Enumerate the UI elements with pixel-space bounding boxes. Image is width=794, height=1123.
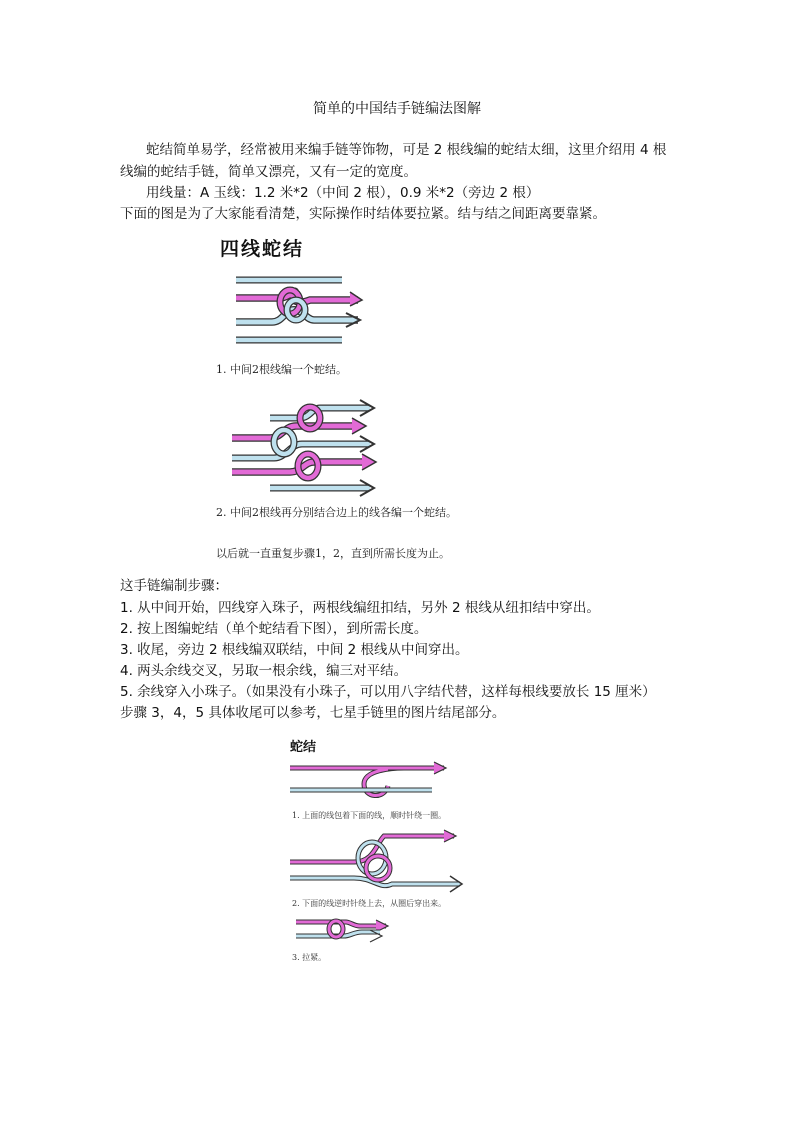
snake-step2-illustration [284,828,474,894]
figure1-caption-2: 2. 中间2根线再分别结合边上的线各编一个蛇结。 [216,506,457,519]
snake-knot-figure [284,732,484,972]
step-item-3: 3. 收尾，旁边 2 根线编双联结，中间 2 根线从中间穿出。 [120,642,469,658]
figure2-caption-3: 3. 拉紧。 [292,953,327,962]
figure1-caption-3: 以后就一直重复步骤1，2，直到所需长度为止。 [216,547,450,560]
step-item-2: 2. 按上图编蛇结（单个蛇结看下图），到所需长度。 [120,621,428,637]
figure1-caption-1: 1. 中间2根线编一个蛇结。 [216,363,347,376]
intro-line-1: 蛇结简单易学，经常被用来编手链等饰物，可是 2 根线编的蛇结太细，这里介绍用 4 根 [146,142,667,158]
steps-heading: 这手链编制步骤： [120,578,228,594]
intro-line-2: 线编的蛇结手链，简单又漂亮，又有一定的宽度。 [120,164,417,180]
intro-line-4: 下面的图是为了大家能看清楚，实际操作时结体要拉紧。结与结之间距离要靠紧。 [120,206,606,222]
step-item-4: 4. 两头余线交叉，另取一根余线，编三对平结。 [120,663,408,679]
figure1-heading: 四线蛇结 [220,238,305,260]
intro-line-3: 用线量：A 玉线：1.2 米*2（中间 2 根），0.9 米*2（旁边 2 根） [146,185,540,201]
snake-step3-illustration [284,912,474,948]
snake-step1-illustration [284,756,474,806]
figure2-caption-1: 1. 上面的线包着下面的线，顺时针绕一圈。 [292,811,447,820]
four-strand-snake-knot-figure [210,232,500,562]
step2-knot-illustration [210,396,500,506]
page-title: 简单的中国结手链编法图解 [313,101,481,117]
steps-note: 步骤 3，4，5 具体收尾可以参考，七星手链里的图片结尾部分。 [120,705,506,721]
step-item-1: 1. 从中间开始，四线穿入珠子，两根线编纽扣结，另外 2 根线从纽扣结中穿出。 [120,600,600,616]
step-item-5: 5. 余线穿入小珠子。（如果没有小珠子，可以用八字结代替，这样每根线要放长 15 厘米） [120,684,656,700]
figure2-caption-2: 2. 下面的线逆时针绕上去，从圈后穿出来。 [292,899,447,908]
figure2-heading: 蛇结 [290,740,317,755]
